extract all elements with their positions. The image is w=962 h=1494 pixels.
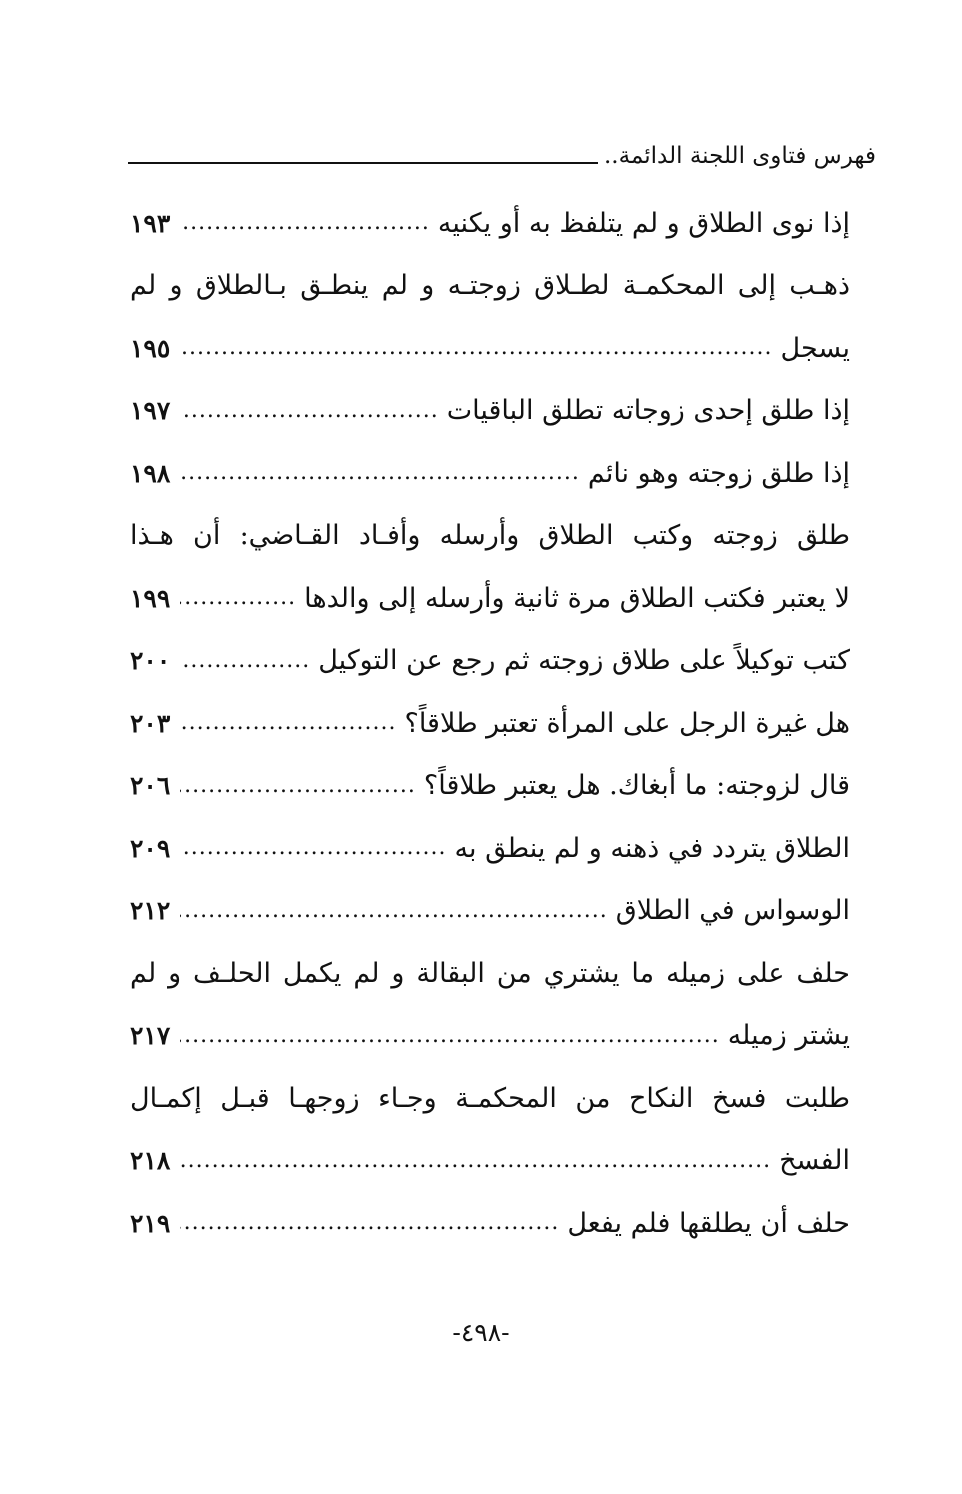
running-header bbox=[128, 128, 876, 168]
toc-entry-text: كتب توكيلاً على طلاق زوجته ثم رجع عن التوكيل bbox=[318, 645, 850, 677]
page-number: -٤٩٨- bbox=[452, 1318, 510, 1347]
toc-entry-text: يشتر زميله bbox=[727, 1020, 850, 1052]
toc-entry-text: يسجل bbox=[780, 332, 850, 364]
dot-leader bbox=[180, 587, 296, 609]
toc-entry bbox=[130, 817, 850, 880]
toc-entry bbox=[130, 942, 850, 1005]
toc-entry-page: ٢٠٦ bbox=[130, 771, 171, 801]
toc-entry-text: قال لزوجته: ما أبغاك. هل يعتبر طلاقاً؟ bbox=[423, 770, 850, 802]
dot-leader bbox=[180, 775, 416, 797]
dot-leader bbox=[180, 1025, 719, 1047]
dot-leader bbox=[180, 650, 310, 672]
toc-entry-page: ١٩٩ bbox=[130, 583, 171, 613]
toc-entry bbox=[130, 442, 850, 505]
toc-entry bbox=[130, 380, 850, 443]
toc-entry-text: ذهـب إلى المحكمـة لطـلاق زوجتـه و لم ينطـق بـالطلاق و لم bbox=[130, 270, 850, 302]
toc-entry bbox=[130, 692, 850, 755]
toc-entry-page: ٢١٨ bbox=[130, 1146, 171, 1176]
toc-entry bbox=[130, 505, 850, 568]
toc-entry-text: الوسواس في الطلاق bbox=[615, 895, 850, 927]
toc-entry bbox=[130, 1067, 850, 1130]
header-title: فهرس فتاوى اللجنة الدائمة.. bbox=[604, 143, 876, 169]
toc-entry-page: ١٩٨ bbox=[130, 458, 171, 488]
dot-leader bbox=[180, 712, 396, 734]
toc-entry-page: ٢٠٩ bbox=[130, 833, 171, 863]
toc-entry-text: الفسخ bbox=[779, 1145, 850, 1177]
toc-entry-text: طلبت فسخ النكاح من المحكمـة وجـاء زوجهـا قبـل إكمـال bbox=[130, 1082, 850, 1114]
toc-entry bbox=[130, 255, 850, 318]
dot-leader bbox=[180, 837, 446, 859]
toc-entry bbox=[130, 192, 850, 255]
header-rule bbox=[128, 162, 598, 164]
toc-entry-text: هل غيرة الرجل على المرأة تعتبر طلاقاً؟ bbox=[404, 707, 850, 739]
toc-entry bbox=[130, 1192, 850, 1255]
toc-entry-text: طلق زوجته وكتب الطلاق وأرسله وأفـاد القـاضي: أن هـذا bbox=[130, 520, 850, 552]
dot-leader bbox=[180, 400, 438, 422]
dot-leader bbox=[180, 1150, 771, 1172]
toc-entry-text: إذا نوى الطلاق و لم يتلفظ به أو يكنيه bbox=[437, 207, 850, 239]
toc-entry-text: الطلاق يتردد في ذهنه و لم ينطق به bbox=[454, 832, 850, 864]
table-of-contents bbox=[130, 192, 850, 1255]
toc-entry-page: ٢٠٣ bbox=[130, 708, 171, 738]
toc-entry-page: ١٩٥ bbox=[130, 333, 171, 363]
toc-entry bbox=[130, 317, 850, 380]
toc-entry bbox=[130, 755, 850, 818]
toc-entry-text: حلف على زميله ما يشتري من البقالة و لم يكمل الحلـف و لم bbox=[130, 957, 850, 989]
toc-entry bbox=[130, 1130, 850, 1193]
dot-leader bbox=[180, 212, 430, 234]
toc-entry bbox=[130, 630, 850, 693]
toc-entry-text: إذا طلق إحدى زوجاته تطلق الباقيات bbox=[446, 395, 850, 427]
dot-leader bbox=[180, 337, 772, 359]
dot-leader bbox=[180, 900, 607, 922]
toc-entry bbox=[130, 880, 850, 943]
toc-entry-page: ١٩٣ bbox=[130, 208, 171, 238]
toc-entry-text: حلف أن يطلقها فلم يفعل bbox=[567, 1207, 850, 1239]
dot-leader bbox=[180, 1212, 559, 1234]
toc-entry bbox=[130, 567, 850, 630]
dot-leader bbox=[180, 462, 580, 484]
toc-entry-text: لا يعتبر فكتب الطلاق مرة ثانية وأرسله إلى والدها bbox=[304, 582, 850, 614]
toc-entry-page: ٢٠٠ bbox=[130, 646, 171, 676]
toc-entry-text: إذا طلق زوجته وهو نائم bbox=[587, 457, 850, 489]
toc-entry bbox=[130, 1005, 850, 1068]
toc-entry-page: ٢١٩ bbox=[130, 1208, 171, 1238]
toc-entry-page: ٢١٢ bbox=[130, 896, 171, 926]
toc-entry-page: ٢١٧ bbox=[130, 1021, 171, 1051]
toc-entry-page: ١٩٧ bbox=[130, 396, 171, 426]
